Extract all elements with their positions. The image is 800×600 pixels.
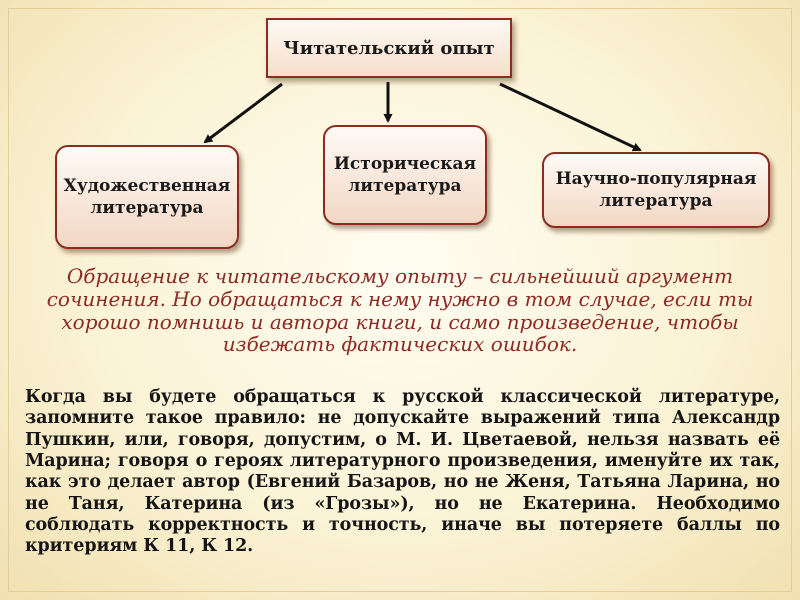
- node-historical-label: Историческая литература: [333, 153, 477, 196]
- root-node-label: Читательский опыт: [283, 37, 495, 59]
- node-popular-science: [542, 152, 770, 228]
- node-fiction-label: Художественная литература: [63, 175, 231, 218]
- arrow-to-popular-science: [500, 84, 640, 150]
- body-paragraph: Когда вы будете обращаться к русской классической литературе, запомните такое правило: не допускайте выражений типа Александр Пушкин, или, говоря, допустим, о М. И. Цветаевой, нельзя назвать её Марина; говоря о героях литературного произведения, именуйте их так, как это делает автор (Евгений Базаров, но не Женя, Татьяна Ларина, но не Таня, Катерина (из «Грозы»), но не Екатерина. Необходимо соблюдать корректность и точность, иначе вы потеряете баллы по критериям К 11, К 12.: [25, 387, 780, 557]
- node-fiction: [55, 145, 239, 249]
- root-node: [266, 18, 512, 78]
- arrow-to-fiction: [205, 84, 282, 142]
- node-popular-science-label: Научно-популярная литература: [555, 168, 757, 211]
- quote-text: Обращение к читательскому опыту – сильнейший аргумент сочинения. Но обращаться к нему нужно в том случае, если ты хорошо помнишь и автора книги, и само произведение, чтобы избежать фактических ошибок.: [46, 264, 754, 357]
- node-historical: [323, 125, 487, 225]
